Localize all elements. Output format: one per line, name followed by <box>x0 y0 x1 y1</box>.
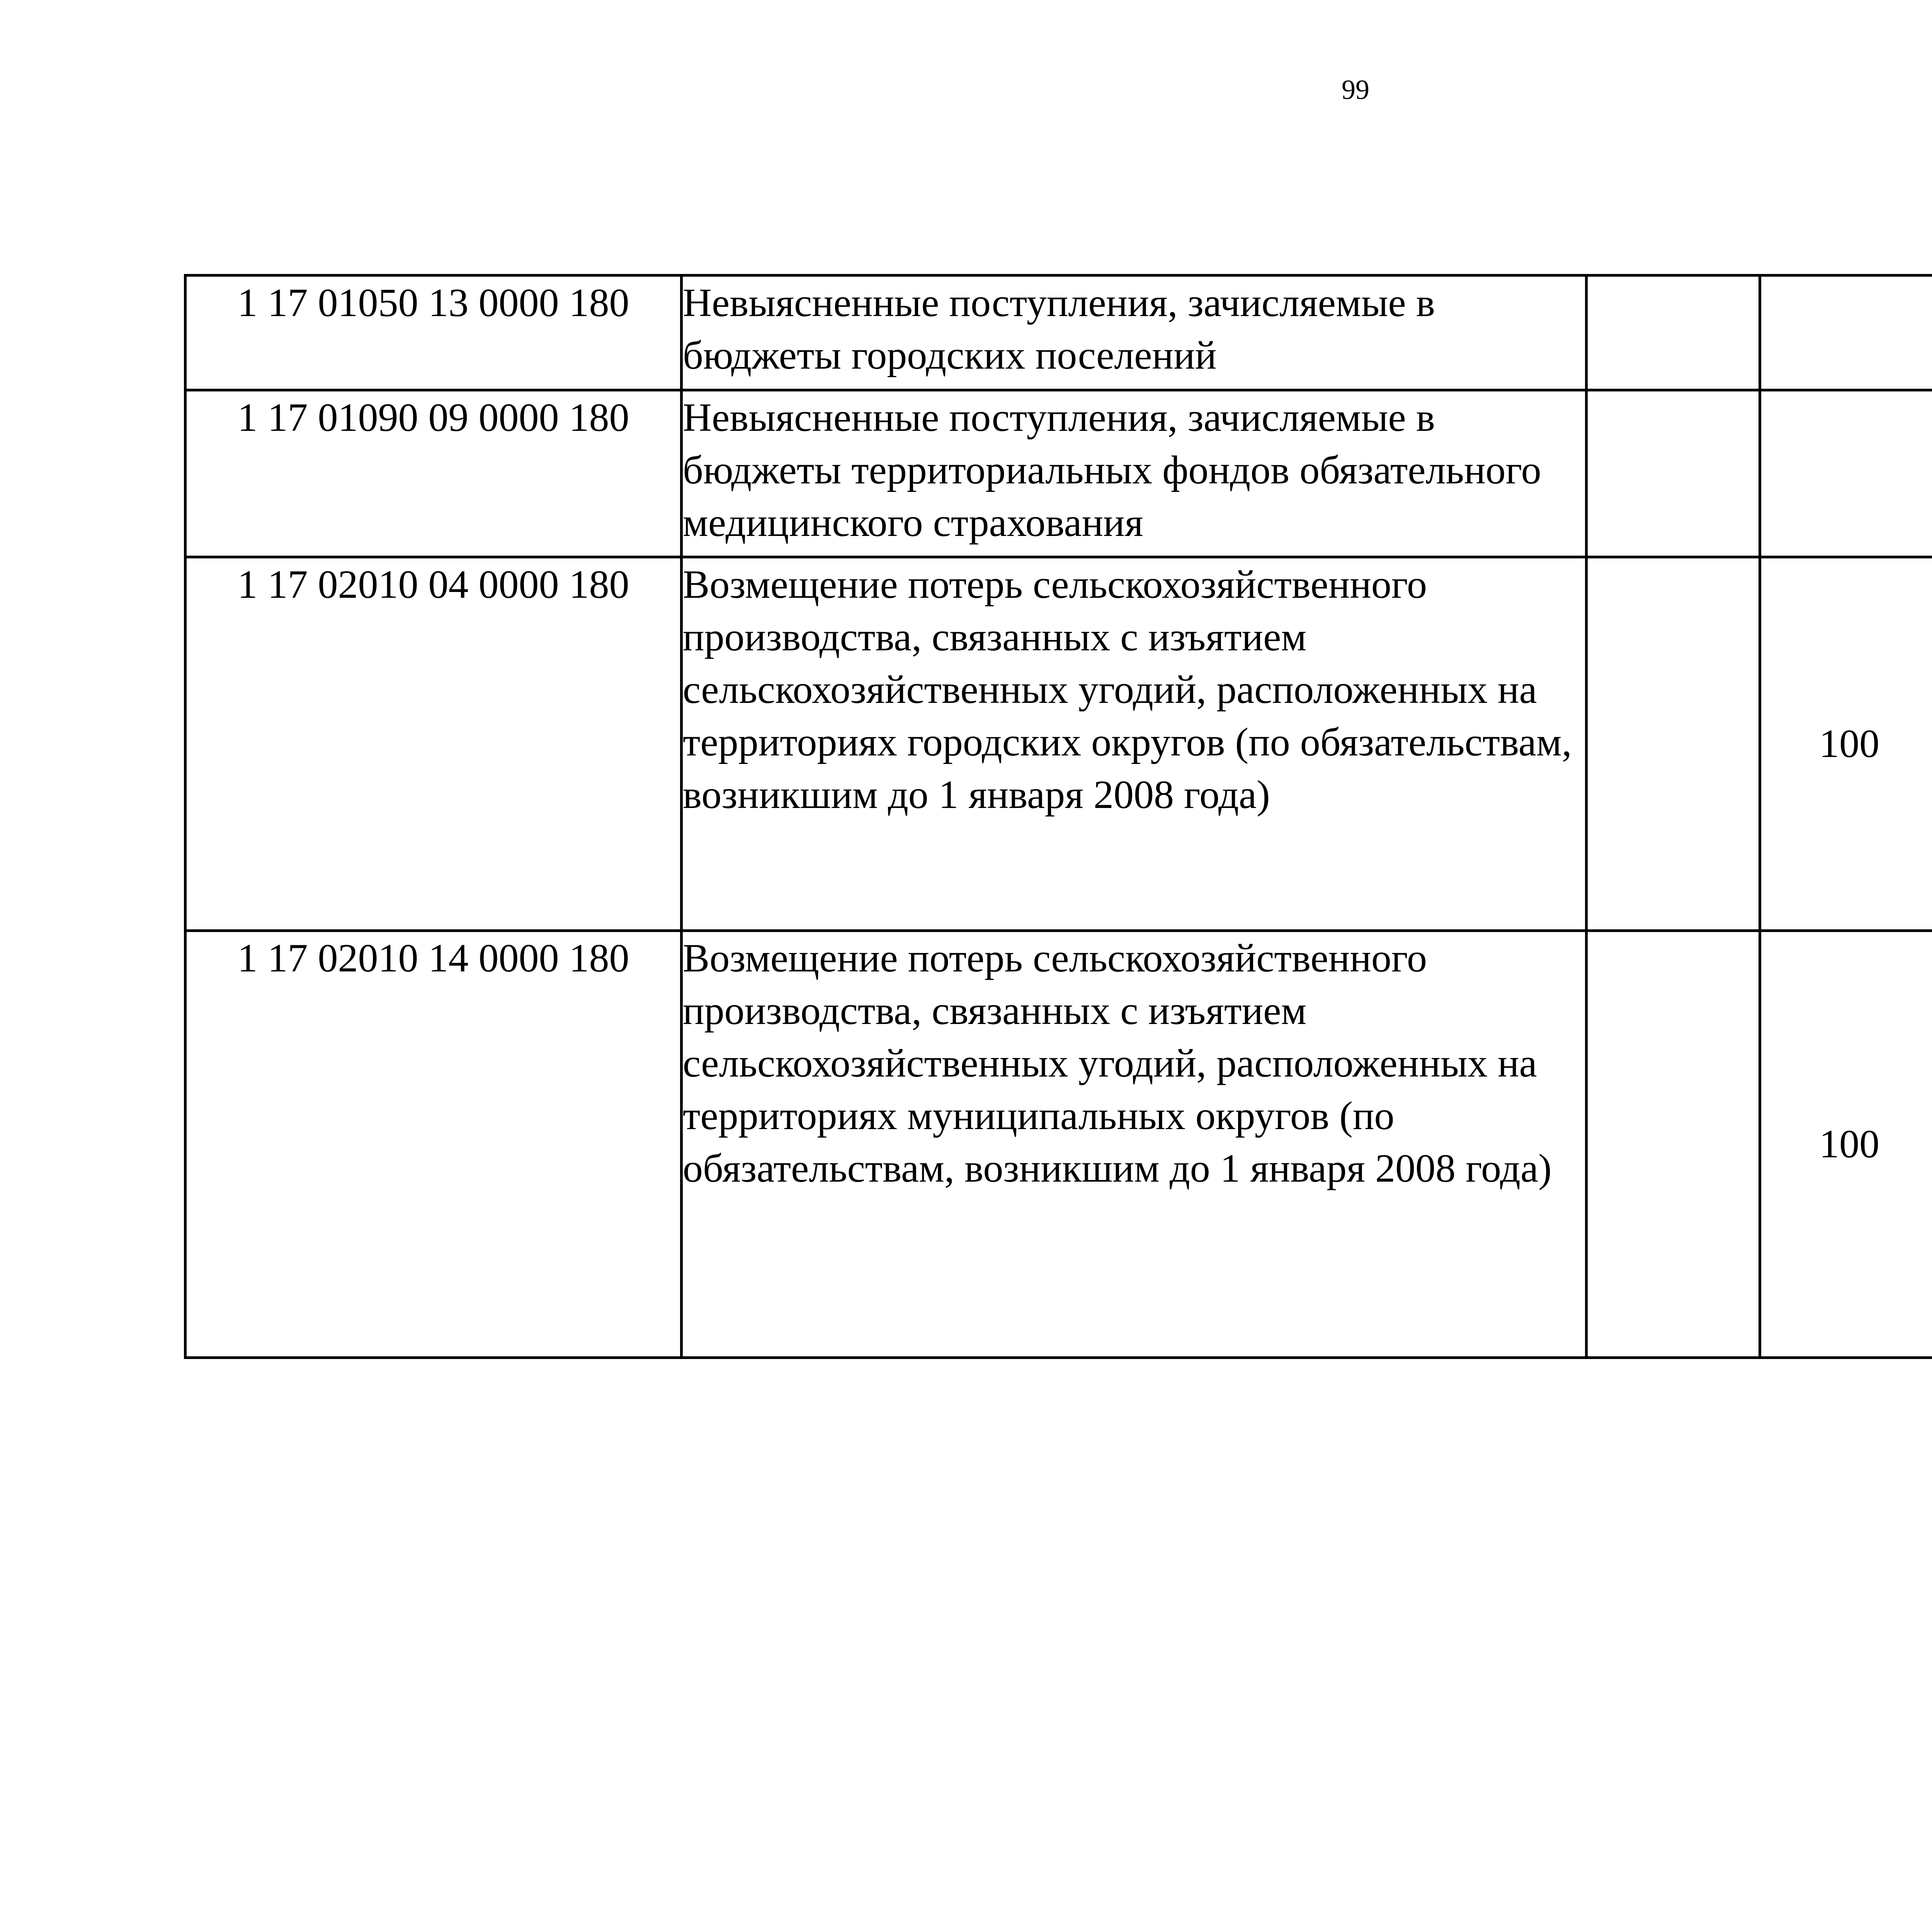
table-row <box>185 390 1932 557</box>
share-cell <box>1760 276 1932 390</box>
table-row <box>185 557 1932 931</box>
table-row <box>185 931 1932 1358</box>
income-name-cell: Невыясненные поступления, зачисляемые в бюджеты территориальных фондов обязательного медицинского страхования <box>682 390 1587 557</box>
income-name-cell: Возмещение потерь сельскохозяйственного производства, связанных с изъятием сельскохозяйственных угодий, расположенных на территориях городских округов (по обязательствам, возникшим до 1 января 2008 года) <box>682 557 1587 931</box>
share-cell: 100 <box>1760 557 1932 931</box>
income-code-cell: 1 17 02010 04 0000 180 <box>185 557 682 931</box>
income-code-cell: 1 17 02010 14 0000 180 <box>185 931 682 1358</box>
income-code-cell: 1 17 01050 13 0000 180 <box>185 276 682 390</box>
table-row <box>185 276 1932 390</box>
share-cell <box>1587 931 1760 1358</box>
income-name-cell: Возмещение потерь сельскохозяйственного производства, связанных с изъятием сельскохозяйственных угодий, расположенных на территориях муниципальных округов (по обязательствам, возникшим до 1 января 2008 года) <box>682 931 1587 1358</box>
share-cell <box>1760 390 1932 557</box>
page-number: 99 <box>1342 74 1369 105</box>
share-cell <box>1587 390 1760 557</box>
budget-classification-table <box>184 274 1932 1359</box>
share-cell: 100 <box>1760 931 1932 1358</box>
income-code-cell: 1 17 01090 09 0000 180 <box>185 390 682 557</box>
income-name-cell: Невыясненные поступления, зачисляемые в бюджеты городских поселений <box>682 276 1587 390</box>
share-cell <box>1587 276 1760 390</box>
share-cell <box>1587 557 1760 931</box>
